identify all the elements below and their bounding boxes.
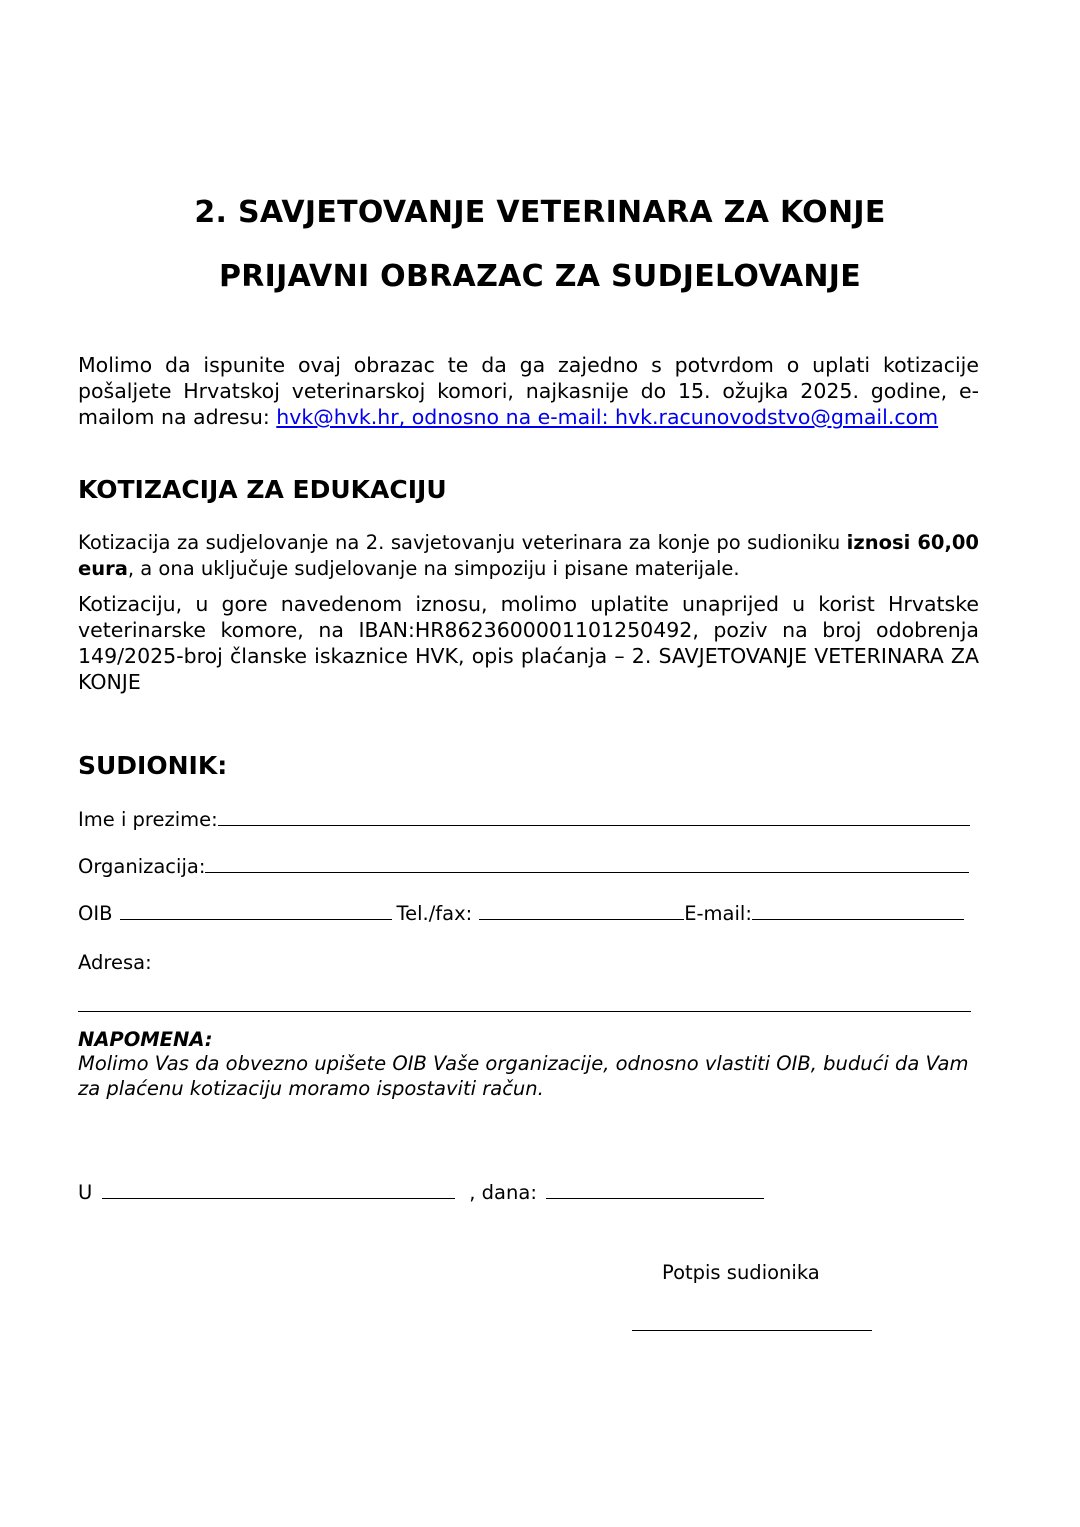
signature-label: Potpis sudionika bbox=[662, 1261, 820, 1284]
place-input-line[interactable] bbox=[102, 1180, 455, 1199]
email-label: E-mail: bbox=[684, 902, 752, 925]
note-heading: NAPOMENA: bbox=[78, 1028, 213, 1051]
tel-input-line[interactable] bbox=[479, 901, 684, 920]
place-date-row bbox=[78, 1180, 764, 1206]
oib-input-line[interactable] bbox=[120, 901, 392, 920]
intro-text: Molimo da ispunite ovaj obrazac te da ga zajedno s potvrdom o uplati kotizacije pošaljete Hrvatskoj veterinarskoj komori, najkasnije do 15. ožujka 2025. godine, e-mailom na adresu: bbox=[78, 353, 979, 429]
date-label: , dana: bbox=[469, 1181, 537, 1204]
kotizacija-amount: iznosi 60,00 eura bbox=[78, 531, 979, 580]
kotizacija-paragraph-2: Kotizaciju, u gore navedenom iznosu, molimo uplatite unaprijed u korist Hrvatske veterinarske komore, na IBAN:HR8623600001101250492, poziv na broj odobrenja 149/2025-broj članske iskaznice HVK, opis plaćanja – 2. SAVJETOVANJE VETERINARA ZA KONJE bbox=[78, 592, 979, 694]
organization-input-line[interactable] bbox=[205, 854, 969, 873]
name-label: Ime i prezime: bbox=[78, 808, 218, 831]
note-text: Molimo Vas da obvezno upišete OIB Vaše organizacije, odnosno vlastiti OIB, budući da Vam za plaćenu kotizaciju moramo ispostaviti račun. bbox=[78, 1052, 969, 1100]
page-subtitle: PRIJAVNI OBRAZAC ZA SUDJELOVANJE bbox=[218, 259, 862, 294]
sudionik-heading: SUDIONIK: bbox=[78, 751, 228, 780]
page-title: 2. SAVJETOVANJE VETERINARA ZA KONJE bbox=[194, 195, 886, 230]
kotizacija-paragraph-1 bbox=[78, 530, 979, 582]
address-label: Adresa: bbox=[78, 951, 152, 974]
intro-paragraph bbox=[78, 352, 979, 430]
oib-label: OIB bbox=[78, 902, 113, 925]
oib-tel-email-row bbox=[78, 901, 964, 927]
name-row bbox=[78, 807, 970, 833]
place-label: U bbox=[78, 1181, 93, 1204]
signature-line[interactable] bbox=[632, 1330, 872, 1331]
kotizacija-p1-text-a: Kotizacija za sudjelovanje na 2. savjetovanju veterinara za konje po sudioniku bbox=[78, 531, 847, 554]
organization-label: Organizacija: bbox=[78, 855, 206, 878]
email-input-line[interactable] bbox=[752, 901, 964, 920]
kotizacija-heading: KOTIZACIJA ZA EDUKACIJU bbox=[78, 475, 447, 504]
email-link[interactable]: hvk@hvk.hr, odnosno na e-mail: hvk.racunovodstvo@gmail.com bbox=[276, 405, 939, 429]
kotizacija-p1-text-b: , a ona uključuje sudjelovanje na simpoziju i pisane materijale. bbox=[127, 557, 740, 580]
organization-row bbox=[78, 854, 969, 880]
date-input-line[interactable] bbox=[546, 1180, 764, 1199]
address-input-line[interactable] bbox=[78, 1011, 971, 1012]
tel-label: Tel./fax: bbox=[396, 902, 473, 925]
name-input-line[interactable] bbox=[218, 807, 970, 826]
